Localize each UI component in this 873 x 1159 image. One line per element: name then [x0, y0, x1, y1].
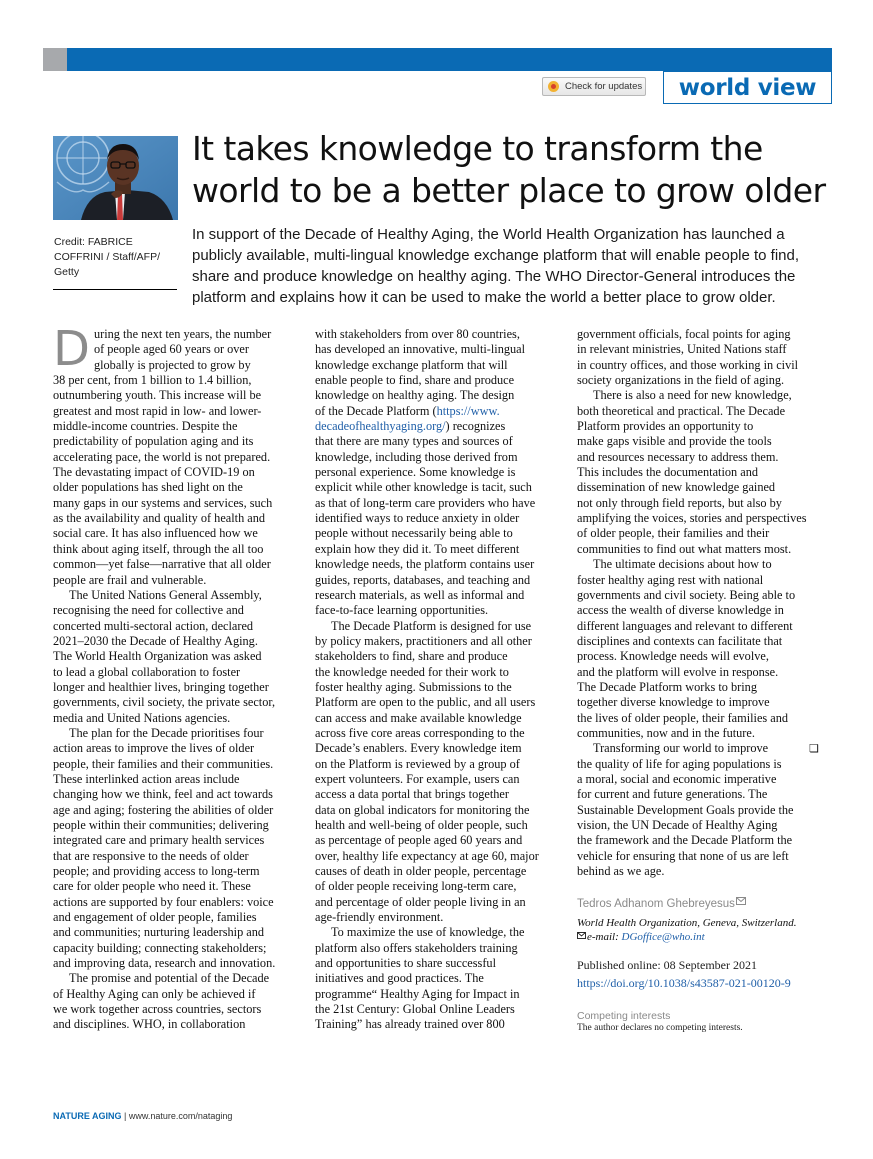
body-line: vision, the UN Decade of Healthy Aging — [577, 818, 778, 832]
body-line: media and United Nations agencies. — [53, 710, 231, 725]
body-line: identified ways to reduce anxiety in older — [315, 511, 520, 526]
body-line: on the Platform is reviewed by a group of — [315, 756, 520, 771]
body-line: changing how we think, feel and act towards — [53, 787, 273, 802]
body-line: foster healthy aging rest with national — [577, 572, 764, 587]
body-line: Sustainable Development Goals provide the — [577, 802, 794, 817]
header-blue-bar — [67, 48, 832, 71]
body-line: make gaps visible and provide the tools — [577, 434, 772, 449]
body-line: knowledge on healthy aging. The design — [315, 388, 515, 403]
body-line: The devastating impact of COVID-19 on — [53, 465, 255, 480]
check-for-updates-label: Check for updates — [565, 81, 643, 92]
body-line: accelerating pace, the world is not prepared. — [53, 449, 271, 464]
body-line: government officials, focal points for aging — [577, 327, 791, 341]
body-line: Decade’s enablers. Every knowledge item — [315, 741, 522, 756]
body-line: Platform provides an opportunity to — [577, 419, 754, 434]
body-line: think about aging itself, through the all too — [53, 541, 264, 556]
body-paragraph — [577, 557, 825, 741]
body-line: globally is projected to grow by — [93, 357, 251, 372]
body-line: together diverse knowledge to improve — [577, 695, 770, 710]
body-line: governments and civil society. Being able to — [577, 587, 796, 602]
body-line: of people aged 60 years or over — [93, 342, 249, 357]
section-label: world view — [663, 71, 832, 104]
body-line: behind as we age. — [577, 864, 665, 879]
body-paragraph — [315, 619, 561, 926]
body-line: enable people to find, share and produce — [315, 373, 515, 388]
photo-credit — [54, 235, 179, 280]
body-line: the framework and the Decade Platform the — [577, 833, 793, 848]
body-paragraph — [315, 327, 561, 619]
body-line: causes of death in older people, percentage — [315, 864, 527, 879]
body-line: uring the next ten years, the number — [93, 327, 272, 341]
body-line: communities, now and in the future. — [577, 725, 755, 740]
body-line: This includes the documentation and — [577, 465, 758, 480]
published-date: Published online: 08 September 2021 — [577, 958, 757, 972]
article-column-3 — [577, 327, 825, 879]
competing-interests-text: The author declares no competing interests. — [577, 1023, 743, 1033]
body-line: access a data portal that brings together — [315, 787, 509, 802]
body-line: greatest and most rapid in low- and lower- — [53, 403, 262, 418]
body-line: care for older people who need it. These — [53, 879, 251, 894]
body-line: the knowledge needed for their work to — [315, 664, 509, 679]
body-line: capacity building; connecting stakeholders; — [53, 940, 267, 955]
body-line: The promise and potential of the Decade — [69, 971, 270, 986]
body-line: by policy makers, practitioners and all other — [315, 633, 532, 648]
photo-credit-line: Getty — [54, 266, 80, 278]
body-line: programme“ Healthy Aging for Impact in — [315, 986, 520, 1001]
standfirst-line: In support of the Decade of Healthy Aging, the World Health Organization has launched a — [192, 226, 785, 243]
body-line: we work together across countries, sectors — [53, 1002, 262, 1017]
body-line: guides, reports, databases, and teaching and — [315, 572, 531, 587]
article-standfirst — [192, 224, 824, 308]
body-line: a moral, social and economic imperative — [577, 771, 777, 786]
page-footer — [53, 1111, 232, 1121]
article-title-line: world to be a better place to grow older — [192, 171, 826, 210]
photo-credit-line: COFFRINI / Staff/AFP/ — [54, 251, 160, 263]
body-line: process. Knowledge needs will evolve, — [577, 649, 769, 664]
body-paragraph — [53, 971, 299, 1032]
body-line: with stakeholders from over 80 countries, — [315, 327, 520, 341]
body-line: as that of long-term care providers who have — [315, 495, 536, 510]
body-line: of Healthy Aging can only be achieved if — [53, 986, 256, 1001]
body-line: people; and providing access to long-term — [53, 864, 260, 879]
body-line: expert volunteers. For example, users can — [315, 771, 520, 786]
body-line: older populations has shed light on the — [53, 480, 243, 495]
body-line: knowledge, including those derived from — [315, 449, 518, 464]
body-line: and improving data, research and innovation. — [53, 956, 276, 971]
author-email-line — [577, 931, 705, 943]
body-line: the quality of life for aging populations is — [577, 756, 782, 771]
body-line: age-friendly environment. — [315, 910, 444, 925]
body-line: of the Decade Platform ( — [315, 403, 437, 418]
body-line: foster healthy aging. Submissions to the — [315, 679, 512, 694]
end-of-article-icon: ❏ — [809, 742, 819, 756]
body-line: health and well-being of older people, such — [315, 818, 528, 832]
author-email-link[interactable]: DGoffice@who.int — [621, 931, 705, 943]
body-line: many gaps in our systems and services, such — [53, 495, 273, 510]
drop-cap: D — [53, 321, 90, 377]
body-paragraph — [577, 327, 825, 388]
body-line: The Decade Platform works to bring — [577, 679, 757, 694]
body-line: There is also a need for new knowledge, — [593, 388, 792, 403]
standfirst-line: publicly available, multi-lingual knowledge exchange platform that will enable people to find, — [192, 247, 800, 264]
article-column-2 — [315, 327, 561, 1033]
body-paragraph — [315, 925, 561, 1032]
body-line: both theoretical and practical. The Decade — [577, 403, 786, 418]
doi-link[interactable]: https://doi.org/10.1038/s43587-021-00120-9 — [577, 976, 791, 990]
body-paragraph — [53, 321, 299, 588]
body-line: governments, civil society, the private sector, — [53, 695, 276, 710]
body-line: and communities; nurturing leadership and — [53, 925, 265, 940]
body-line: research materials, as well as informal and — [315, 587, 525, 602]
body-line: These interlinked action areas include — [53, 771, 240, 786]
check-for-updates-button[interactable] — [542, 77, 646, 96]
body-line: in country offices, and those working in civil — [577, 357, 799, 372]
body-line: across five core areas corresponding to the — [315, 725, 525, 740]
body-line: society organizations in the field of aging. — [577, 373, 785, 388]
standfirst-line: share and produce knowledge on healthy aging. The WHO Director-General introduces the — [192, 268, 796, 285]
body-line: as the availability and quality of health and — [53, 511, 266, 526]
photo-credit-line: Credit: FABRICE — [54, 236, 133, 248]
body-line: age and aging; fostering the abilities of older — [53, 802, 274, 817]
body-line: knowledge needs, the platform contains user — [315, 557, 535, 572]
standfirst-line: platform and explains how it can be used to make the world a better place to grow older. — [192, 289, 776, 306]
body-line: Transforming our world to improve — [593, 741, 769, 756]
body-line: The Decade Platform is designed for use — [331, 618, 532, 633]
body-line: longer and healthier lives, bringing together — [53, 679, 269, 694]
body-line: stakeholders to find, share and produce — [315, 649, 508, 664]
author-name — [577, 897, 746, 910]
body-line: of older people, their families and their — [577, 526, 770, 541]
body-line: explain how they did it. To meet different — [315, 541, 520, 556]
body-line: people, their families and their communities. — [53, 756, 274, 771]
footer-journal-name: NATURE AGING — [53, 1111, 122, 1121]
body-line: Training” has already trained over 800 — [315, 1017, 505, 1032]
body-line: that are responsive to the needs of older — [53, 848, 249, 863]
article-title-line: It takes knowledge to transform the — [192, 129, 763, 168]
body-line: has developed an innovative, multi-lingual — [315, 342, 526, 357]
body-line: vehicle for ensuring that none of us are left — [577, 848, 789, 863]
portrait-illustration — [53, 136, 178, 220]
body-line: Platform are open to the public, and all users — [315, 695, 536, 710]
body-line: personal experience. Some knowledge is — [315, 465, 516, 480]
body-line: common—yet false—narrative that all older — [53, 557, 271, 572]
envelope-icon — [736, 897, 746, 905]
body-line: integrated care and primary health services — [53, 833, 265, 848]
updates-badge-icon — [548, 81, 559, 92]
body-line: data on global indicators for monitoring the — [315, 802, 530, 817]
body-line: that there are many types and sources of — [315, 434, 513, 449]
body-line: explicit while other knowledge is tacit, such — [315, 480, 532, 495]
body-line: social care. It has also influenced how we — [53, 526, 258, 541]
body-line: to lead a global collaboration to foster — [53, 664, 241, 679]
body-line: of older people receiving long-term care, — [315, 879, 517, 894]
body-line: people without necessarily being able to — [315, 526, 513, 541]
body-line: the 21st Century: Global Online Leaders — [315, 1002, 515, 1017]
body-line: over, healthy life expectancy at age 60, major — [315, 848, 539, 863]
body-line: can access and make available knowledge — [315, 710, 522, 725]
email-label: e-mail: — [587, 931, 622, 943]
header-grey-block — [43, 48, 67, 71]
body-line: for current and future generations. The — [577, 787, 768, 802]
body-line: in relevant ministries, United Nations staff — [577, 342, 787, 357]
author-name-text: Tedros Adhanom Ghebreyesus — [577, 898, 735, 910]
body-paragraph — [577, 741, 825, 879]
body-line: and disciplines. WHO, in collaboration — [53, 1017, 246, 1032]
body-line: people within their communities; delivering — [53, 818, 269, 832]
author-affiliation: World Health Organization, Geneva, Switzerland. — [577, 917, 797, 929]
body-line: dissemination of new knowledge gained — [577, 480, 776, 495]
body-line: 2021–2030 the Decade of Healthy Aging. — [53, 633, 258, 648]
body-line: The United Nations General Assembly, — [69, 587, 262, 602]
article-column-1 — [53, 321, 299, 1033]
body-line: platform also offers stakeholders training — [315, 940, 518, 955]
body-line: predictability of population aging and its — [53, 434, 254, 449]
body-line: and engagement of older people, families — [53, 910, 257, 925]
body-line: communities to find out what matters most. — [577, 541, 792, 556]
credit-divider — [53, 289, 177, 290]
body-line: knowledge exchange platform that will — [315, 357, 508, 372]
body-line: and opportunities to share successful — [315, 956, 496, 971]
body-paragraph — [53, 588, 299, 726]
body-line: as percentage of people aged 60 years and — [315, 833, 523, 848]
footer-journal-url[interactable]: www.nature.com/nataging — [128, 1111, 233, 1121]
body-line: and the platform will evolve in response. — [577, 664, 779, 679]
body-line: outnumbering youth. This increase will be — [53, 388, 262, 403]
body-line: To maximize the use of knowledge, the — [331, 925, 525, 940]
body-line: different languages and relevant to different — [577, 618, 793, 633]
competing-interests-heading: Competing interests — [577, 1010, 671, 1022]
body-line: disciplines and contexts can facilitate that — [577, 633, 783, 648]
body-line: and percentage of older people living in an — [315, 894, 526, 909]
body-line: The ultimate decisions about how to — [593, 557, 772, 572]
body-line: The plan for the Decade prioritises four — [69, 725, 264, 740]
body-line: people are frail and vulnerable. — [53, 572, 207, 587]
body-line: initiatives and good practices. The — [315, 971, 484, 986]
body-line: recognising the need for collective and — [53, 603, 244, 618]
article-title — [192, 128, 832, 212]
body-paragraph — [53, 726, 299, 972]
body-line: and resources necessary to address them. — [577, 449, 779, 464]
footer-separator: | — [121, 1111, 129, 1121]
body-line: the lives of older people, their families and — [577, 710, 789, 725]
body-line: access the wealth of diverse knowledge in — [577, 603, 784, 618]
link-text: decadeofhealthyaging.org/ — [315, 419, 446, 434]
envelope-icon — [577, 932, 586, 939]
body-line: concerted multi-sectoral action, declared — [53, 618, 254, 633]
body-line: amplifying the voices, stories and perspectives — [577, 511, 807, 526]
body-line: face-to-face learning opportunities. — [315, 603, 489, 618]
body-line: action areas to improve the lives of older — [53, 741, 255, 756]
body-line: not only through field reports, but also by — [577, 495, 782, 510]
body-paragraph — [577, 388, 825, 557]
body-line: 38 per cent, from 1 billion to 1.4 billion, — [53, 373, 252, 388]
body-line: ) recognizes — [445, 419, 506, 434]
author-portrait-photo — [53, 136, 178, 220]
body-line: middle-income countries. Despite the — [53, 419, 238, 434]
body-line: The World Health Organization was asked — [53, 649, 262, 664]
link-text: https://www. — [436, 403, 500, 418]
body-line: actions are supported by four enablers: voice — [53, 894, 274, 909]
